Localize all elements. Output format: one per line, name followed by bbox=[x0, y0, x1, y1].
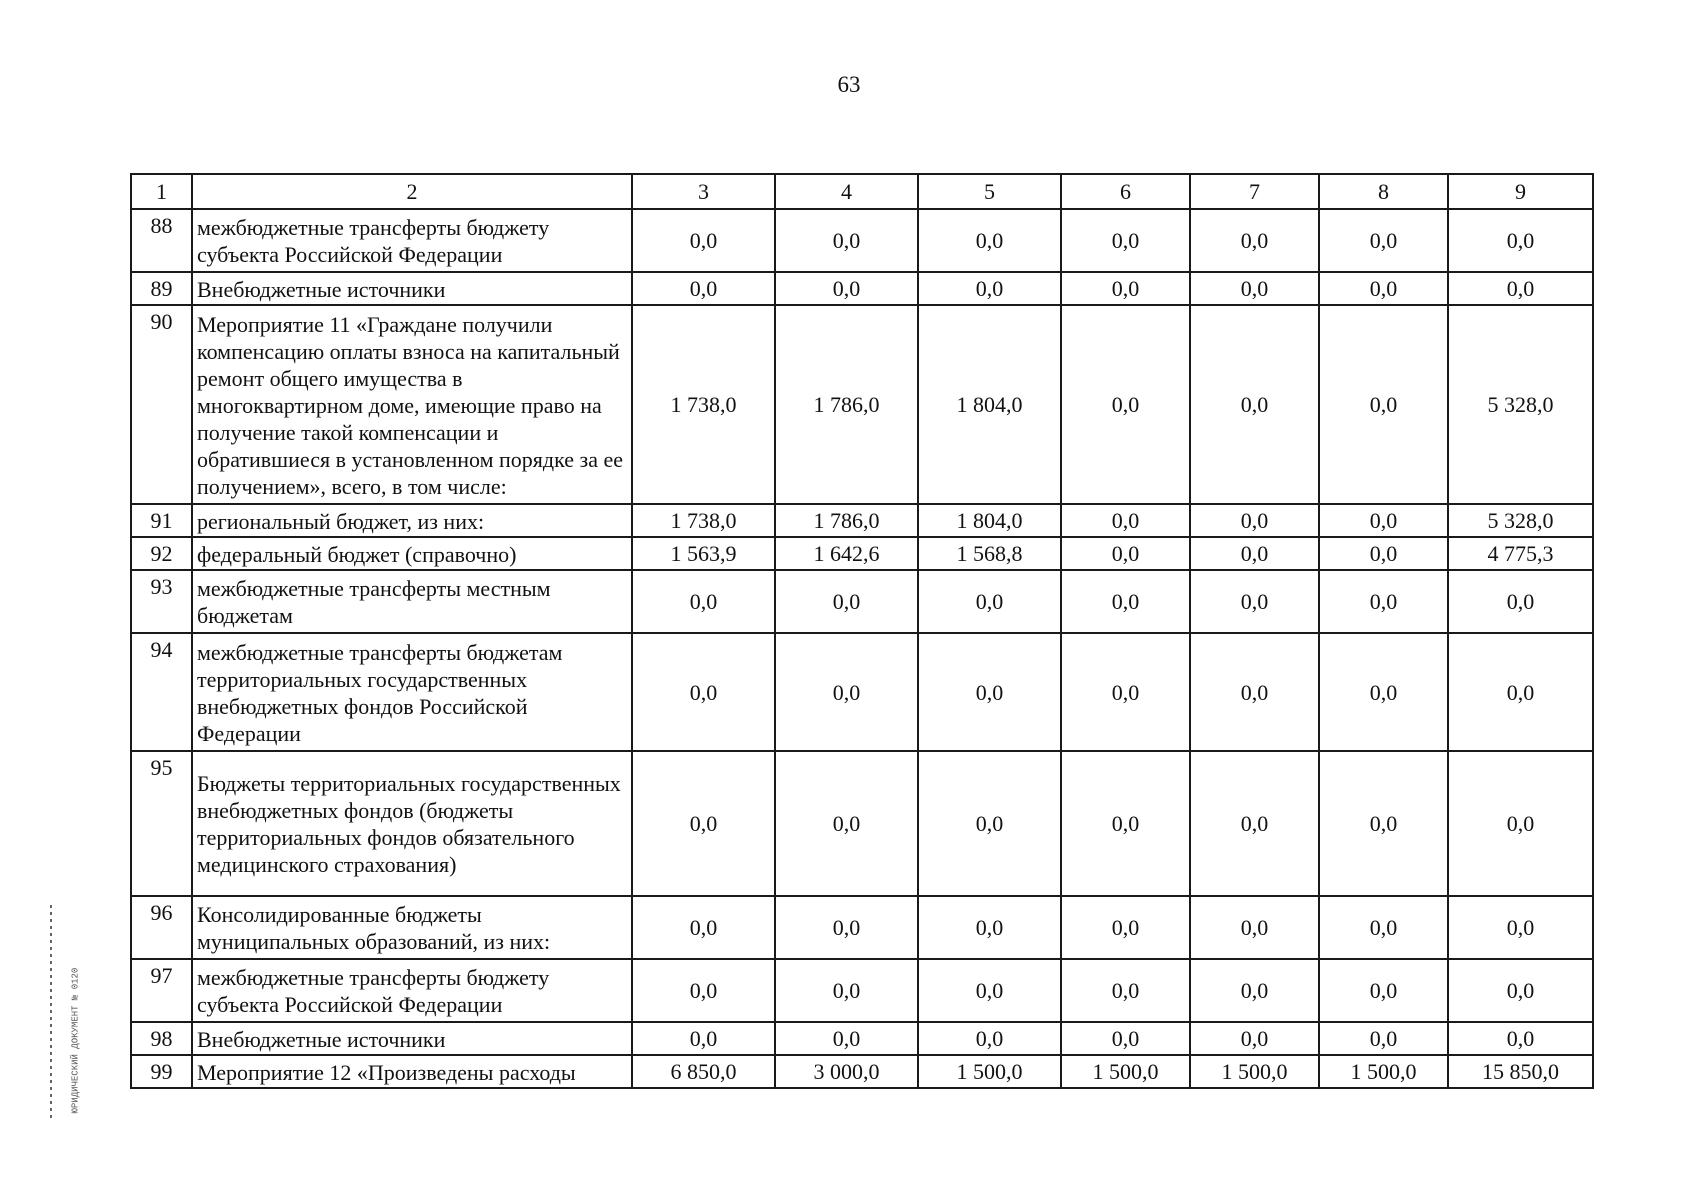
value-cell: 0,0 bbox=[775, 751, 918, 896]
column-header: 5 bbox=[918, 174, 1061, 209]
value-cell: 0,0 bbox=[1448, 896, 1593, 959]
row-number: 94 bbox=[131, 633, 192, 751]
value-cell: 0,0 bbox=[918, 570, 1061, 633]
value-cell: 0,0 bbox=[775, 209, 918, 272]
value-cell: 0,0 bbox=[632, 959, 775, 1022]
value-cell: 0,0 bbox=[1061, 1022, 1190, 1055]
value-cell: 0,0 bbox=[1319, 272, 1448, 305]
value-cell: 1 804,0 bbox=[918, 504, 1061, 537]
table-row bbox=[131, 537, 1593, 570]
value-cell: 0,0 bbox=[1190, 504, 1319, 537]
value-cell: 0,0 bbox=[1319, 751, 1448, 896]
value-cell: 0,0 bbox=[632, 209, 775, 272]
value-cell: 5 328,0 bbox=[1448, 305, 1593, 504]
value-cell: 1 500,0 bbox=[1319, 1055, 1448, 1088]
value-cell: 0,0 bbox=[1061, 896, 1190, 959]
value-cell: 0,0 bbox=[1319, 633, 1448, 751]
value-cell: 0,0 bbox=[1319, 537, 1448, 570]
value-cell: 0,0 bbox=[1190, 272, 1319, 305]
value-cell: 0,0 bbox=[775, 633, 918, 751]
value-cell: 0,0 bbox=[1190, 896, 1319, 959]
value-cell: 15 850,0 bbox=[1448, 1055, 1593, 1088]
value-cell: 0,0 bbox=[1319, 570, 1448, 633]
value-cell: 0,0 bbox=[1448, 570, 1593, 633]
value-cell: 0,0 bbox=[918, 896, 1061, 959]
row-number: 92 bbox=[131, 537, 192, 570]
column-header: 6 bbox=[1061, 174, 1190, 209]
value-cell: 0,0 bbox=[1061, 959, 1190, 1022]
value-cell: 0,0 bbox=[1448, 1022, 1593, 1055]
row-description: Консолидированные бюджеты муниципальных образований, из них: bbox=[192, 896, 632, 959]
value-cell: 1 642,6 bbox=[775, 537, 918, 570]
value-cell: 0,0 bbox=[1448, 959, 1593, 1022]
value-cell: 3 000,0 bbox=[775, 1055, 918, 1088]
value-cell: 0,0 bbox=[1319, 504, 1448, 537]
table-row bbox=[131, 896, 1593, 959]
value-cell: 0,0 bbox=[632, 1022, 775, 1055]
value-cell: 0,0 bbox=[632, 570, 775, 633]
value-cell: 0,0 bbox=[1061, 504, 1190, 537]
value-cell: 0,0 bbox=[1190, 537, 1319, 570]
value-cell: 0,0 bbox=[1190, 1022, 1319, 1055]
row-number: 93 bbox=[131, 570, 192, 633]
value-cell: 0,0 bbox=[1319, 209, 1448, 272]
value-cell: 0,0 bbox=[1319, 1022, 1448, 1055]
value-cell: 5 328,0 bbox=[1448, 504, 1593, 537]
column-header: 1 bbox=[131, 174, 192, 209]
value-cell: 0,0 bbox=[1061, 751, 1190, 896]
value-cell: 0,0 bbox=[1061, 305, 1190, 504]
value-cell: 0,0 bbox=[918, 751, 1061, 896]
column-header: 4 bbox=[775, 174, 918, 209]
value-cell: 0,0 bbox=[918, 1022, 1061, 1055]
row-description: Внебюджетные источники bbox=[192, 272, 632, 305]
value-cell: 1 786,0 bbox=[775, 305, 918, 504]
row-number: 89 bbox=[131, 272, 192, 305]
value-cell: 0,0 bbox=[775, 896, 918, 959]
value-cell: 0,0 bbox=[1190, 959, 1319, 1022]
value-cell: 0,0 bbox=[918, 959, 1061, 1022]
stamp-text: ЮРИДИЧЕСКИЙ ДОКУМЕНТ № 0120 bbox=[70, 967, 81, 1114]
value-cell: 0,0 bbox=[1448, 751, 1593, 896]
value-cell: 0,0 bbox=[632, 751, 775, 896]
table-row bbox=[131, 1022, 1593, 1055]
column-header: 2 bbox=[192, 174, 632, 209]
value-cell: 0,0 bbox=[775, 959, 918, 1022]
value-cell: 0,0 bbox=[1190, 751, 1319, 896]
value-cell: 0,0 bbox=[1190, 570, 1319, 633]
table-row bbox=[131, 570, 1593, 633]
value-cell: 1 500,0 bbox=[918, 1055, 1061, 1088]
value-cell: 4 775,3 bbox=[1448, 537, 1593, 570]
table-row bbox=[131, 305, 1593, 504]
value-cell: 0,0 bbox=[775, 570, 918, 633]
row-number: 91 bbox=[131, 504, 192, 537]
row-description: Мероприятие 12 «Произведены расходы bbox=[192, 1055, 632, 1088]
row-description: Мероприятие 11 «Граждане получили компенсацию оплаты взноса на капитальный ремонт общего имущества в многоквартирном доме, имеющие право на получение такой компенсации и обратившиеся в установленном порядке за ее получением», всего, в том числе: bbox=[192, 305, 632, 504]
row-description: региональный бюджет, из них: bbox=[192, 504, 632, 537]
value-cell: 0,0 bbox=[632, 272, 775, 305]
table-body bbox=[131, 209, 1593, 1088]
value-cell: 0,0 bbox=[632, 633, 775, 751]
table-row bbox=[131, 751, 1593, 896]
value-cell: 0,0 bbox=[1448, 272, 1593, 305]
value-cell: 0,0 bbox=[632, 896, 775, 959]
value-cell: 0,0 bbox=[1190, 633, 1319, 751]
value-cell: 0,0 bbox=[1319, 896, 1448, 959]
row-number: 97 bbox=[131, 959, 192, 1022]
column-header: 8 bbox=[1319, 174, 1448, 209]
table-row bbox=[131, 209, 1593, 272]
value-cell: 0,0 bbox=[1319, 959, 1448, 1022]
value-cell: 0,0 bbox=[775, 272, 918, 305]
value-cell: 0,0 bbox=[1448, 633, 1593, 751]
value-cell: 0,0 bbox=[1061, 537, 1190, 570]
row-description: межбюджетные трансферты бюджетам территориальных государственных внебюджетных фондов Российской Федерации bbox=[192, 633, 632, 751]
row-number: 96 bbox=[131, 896, 192, 959]
value-cell: 0,0 bbox=[1190, 209, 1319, 272]
value-cell: 0,0 bbox=[1061, 272, 1190, 305]
table-row bbox=[131, 272, 1593, 305]
row-number: 90 bbox=[131, 305, 192, 504]
value-cell: 0,0 bbox=[1319, 305, 1448, 504]
value-cell: 0,0 bbox=[1448, 209, 1593, 272]
row-description: межбюджетные трансферты бюджету субъекта Российской Федерации bbox=[192, 209, 632, 272]
value-cell: 6 850,0 bbox=[632, 1055, 775, 1088]
value-cell: 0,0 bbox=[775, 1022, 918, 1055]
row-description: Внебюджетные источники bbox=[192, 1022, 632, 1055]
value-cell: 0,0 bbox=[918, 209, 1061, 272]
value-cell: 1 804,0 bbox=[918, 305, 1061, 504]
side-stamp bbox=[40, 905, 112, 1120]
value-cell: 1 786,0 bbox=[775, 504, 918, 537]
row-number: 95 bbox=[131, 751, 192, 896]
row-description: межбюджетные трансферты местным бюджетам bbox=[192, 570, 632, 633]
value-cell: 0,0 bbox=[1190, 305, 1319, 504]
value-cell: 1 738,0 bbox=[632, 504, 775, 537]
budget-table bbox=[130, 173, 1594, 1089]
table-header-row bbox=[131, 174, 1593, 209]
row-description: Бюджеты территориальных государственных внебюджетных фондов (бюджеты территориальных фондов обязательного медицинского страхования) bbox=[192, 751, 632, 896]
row-number: 88 bbox=[131, 209, 192, 272]
table-row bbox=[131, 633, 1593, 751]
row-number: 98 bbox=[131, 1022, 192, 1055]
value-cell: 1 738,0 bbox=[632, 305, 775, 504]
value-cell: 0,0 bbox=[1061, 570, 1190, 633]
table-row bbox=[131, 504, 1593, 537]
value-cell: 1 568,8 bbox=[918, 537, 1061, 570]
row-number: 99 bbox=[131, 1055, 192, 1088]
value-cell: 0,0 bbox=[918, 272, 1061, 305]
row-description: федеральный бюджет (справочно) bbox=[192, 537, 632, 570]
value-cell: 0,0 bbox=[918, 633, 1061, 751]
value-cell: 1 500,0 bbox=[1061, 1055, 1190, 1088]
table-row bbox=[131, 1055, 1593, 1088]
table-row bbox=[131, 959, 1593, 1022]
page-number: 63 bbox=[837, 72, 861, 97]
column-header: 7 bbox=[1190, 174, 1319, 209]
column-header: 3 bbox=[632, 174, 775, 209]
value-cell: 0,0 bbox=[1061, 209, 1190, 272]
row-description: межбюджетные трансферты бюджету субъекта Российской Федерации bbox=[192, 959, 632, 1022]
value-cell: 0,0 bbox=[1061, 633, 1190, 751]
stamp-border bbox=[50, 905, 52, 1120]
value-cell: 1 500,0 bbox=[1190, 1055, 1319, 1088]
value-cell: 1 563,9 bbox=[632, 537, 775, 570]
column-header: 9 bbox=[1448, 174, 1593, 209]
